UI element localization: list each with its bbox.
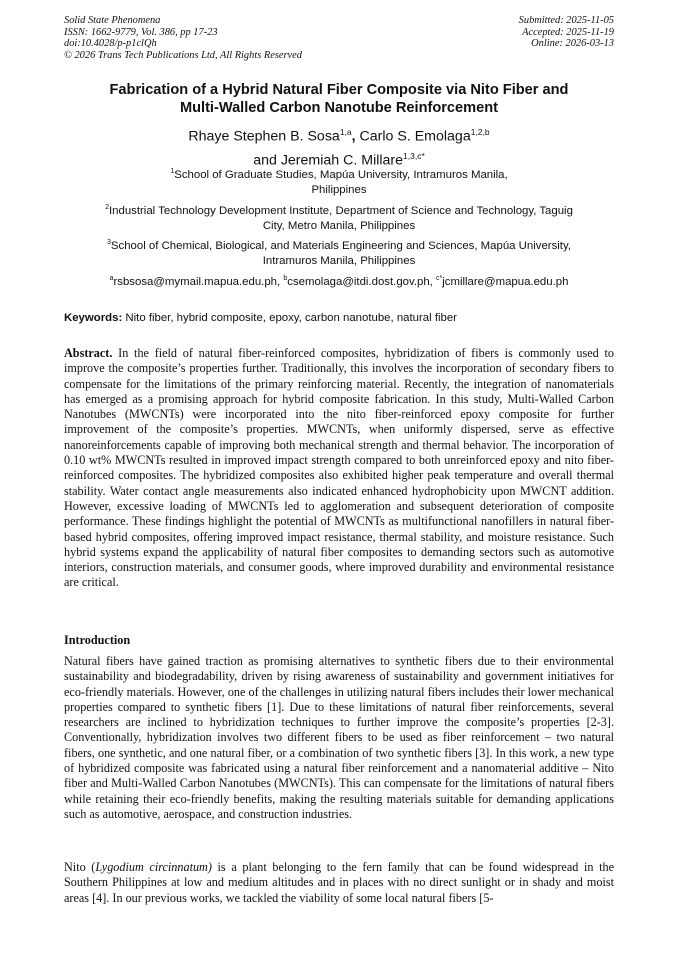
affiliation-3-line-1 xyxy=(64,239,614,254)
email-line xyxy=(64,275,614,290)
email-separator: , xyxy=(277,276,284,288)
affiliation-3-line-2: Intramuros Manila, Philippines xyxy=(262,254,416,267)
keywords-text: Nito fiber, hybrid composite, epoxy, carbon nanotube, natural fiber xyxy=(122,312,457,324)
email-b[interactable]: csemolaga@itdi.dost.gov.ph xyxy=(287,276,430,288)
online-date: Online: 2026-03-13 xyxy=(531,38,614,50)
affiliation-3-text: School of Chemical, Biological, and Materials Engineering and Sciences, Mapúa University, xyxy=(110,240,571,252)
keywords-label: Keywords: xyxy=(64,312,123,324)
email-c-sup: c* xyxy=(436,275,443,283)
author-2-name: Carlo S. Emolaga xyxy=(359,128,471,145)
affiliation-2-text: Industrial Technology Development Institute, Department of Science and Technology, Taguig xyxy=(108,205,573,217)
author-line-2 xyxy=(64,147,614,171)
abstract-label: Abstract. xyxy=(64,346,113,360)
author-2-sup: 1,2,b xyxy=(470,127,490,137)
author-list xyxy=(64,123,614,170)
paragraph-2-rest: is a plant belonging to the fern family that can be found widespread in the Southern Philippines at low and medium altitudes and in places with no direct sunlight or in shady and moist areas [4]. In our previous works, we tackled the viability of some local natural fibers [5- xyxy=(64,860,614,905)
affiliation-1-line-2: Philippines xyxy=(311,183,367,196)
keywords xyxy=(64,311,614,325)
affiliation-2-line-1 xyxy=(64,204,614,219)
author-1-name: Rhaye Stephen B. Sosa xyxy=(188,128,340,145)
affiliation-2 xyxy=(64,204,614,233)
author-3-name: Jeremiah C. Millare xyxy=(280,152,404,169)
accepted-date: Accepted: 2025-11-19 xyxy=(522,26,614,38)
doi: doi:10.4028/p-p1clQh xyxy=(64,38,157,50)
author-3-sup: 1,3,c* xyxy=(403,150,425,161)
title-line-2: Multi-Walled Carbon Nanotube Reinforcement xyxy=(179,99,499,116)
journal-name: Solid State Phenomena xyxy=(64,15,161,26)
author-line-1 xyxy=(64,123,614,147)
affiliation-2-sup: 2 xyxy=(105,204,109,212)
email-a[interactable]: rsbsosa@mymail.mapua.edu.ph xyxy=(113,276,277,288)
copyright: © 2026 Trans Tech Publications Ltd, All Rights Reserved xyxy=(64,49,302,61)
affiliation-1-sup: 1 xyxy=(170,168,175,176)
author-1-sup: 1,a xyxy=(339,127,352,137)
species-name: Lygodium circinnatum) xyxy=(95,860,212,874)
author-separator: , xyxy=(351,128,360,145)
author-emails xyxy=(64,275,614,290)
paragraph-2-start: Nito ( xyxy=(64,860,96,874)
email-a-sup: a xyxy=(109,275,114,283)
abstract-text: In the field of natural fiber-reinforced composites, hybridization of fibers is commonly used to improve the composite’s properties further. Traditionally, this involves the incorporation of secondary fibers to compensate for the limitations of the primary reinforcing material. Recently, the integration of nanomaterials has emerged as a promising approach for hybrid composite fabrication. In this study, Multi-Walled Carbon Nanotubes (MWCNTs) were incorporated into the nito fiber-reinforced epoxy composite for further improvement of the composite’s properties. MWCNTs, when uniformly dispersed, serve as effective nanoreinforcements capable of improving both mechanical strength and thermal behavior. The incorporation of 0.10 wt% MWCNTs resulted in improved impact strength compared to both unreinforced epoxy and nito fiber-reinforced composites. The hybridized composites also exhibited higher peak temperature and overall thermal stability. Water contact angle measurements also indicated enhanced hydrophobicity upon MWCNT addition. However, excessive loading of MWCNTs led to agglomeration and subsequent deterioration of composite performance. These findings highlight the potential of MWCNTs as multifunctional nanofillers in natural fiber-based hybrid composites, offering improved impact resistance, thermal stability, and moisture resistance. Such hybrid systems expand the applicability of natural fiber composites to demanding sectors such as automotive interiors, construction materials, and consumer goods, where improved durability and environmental resistance are critical. xyxy=(64,346,614,590)
email-c[interactable]: jcmillare@mapua.edu.ph xyxy=(442,276,569,288)
title-line-1: Fabrication of a Hybrid Natural Fiber Composite via Nito Fiber and xyxy=(109,82,569,98)
affiliation-1-text: School of Graduate Studies, Mapúa University, Intramuros Manila, xyxy=(174,169,508,181)
introduction-paragraph-2 xyxy=(64,860,614,906)
affiliation-3 xyxy=(64,239,614,268)
affiliation-2-line-2: City, Metro Manila, Philippines xyxy=(262,219,416,232)
author-and: and xyxy=(253,152,281,169)
paper-title xyxy=(64,82,614,117)
affiliation-1 xyxy=(64,168,614,197)
introduction-paragraph-1: Natural fibers have gained traction as promising alternatives to synthetic fibers due to their environmental sustainability and biodegradability, driven by rising awareness of sustainability and government initiatives for eco-friendly materials. However, one of the challenges in utilizing natural fibers includes their lower mechanical properties compared to synthetic fibers [1]. Due to these limitations of natural fiber reinforcements, several researchers are inclined to hybridization techniques to further improve the composite’s properties [2-3]. Conventionally, hybridization involves two different fibers to be used as fiber reinforcement – two natural fibers, one synthetic, and one natural fiber, or a combination of two synthetic fibers [3]. In this work, a new type of hybridized composite was fabricated using a natural fiber reinforcement and a nanomaterial additive – Nito fiber and Multi-Walled Carbon Nanotubes (MWCNTs). This can compensate for the limitations of natural fibers while retaining their eco-friendly benefits, making the resulting materials suitable for demanding applications such as automotive, aerospace, and construction industries. xyxy=(64,654,614,821)
journal-header-right xyxy=(519,15,614,50)
affiliation-1-line-1 xyxy=(64,168,614,183)
affiliation-3-sup: 3 xyxy=(107,239,111,247)
email-b-sup: b xyxy=(283,275,288,283)
journal-header-left xyxy=(64,15,302,61)
abstract xyxy=(64,346,614,591)
section-heading-introduction: Introduction xyxy=(64,633,131,647)
issn-volume: ISSN: 1662-9779, Vol. 386, pp 17-23 xyxy=(64,26,218,38)
email-separator: , xyxy=(429,276,437,288)
submitted-date: Submitted: 2025-11-05 xyxy=(518,15,614,26)
